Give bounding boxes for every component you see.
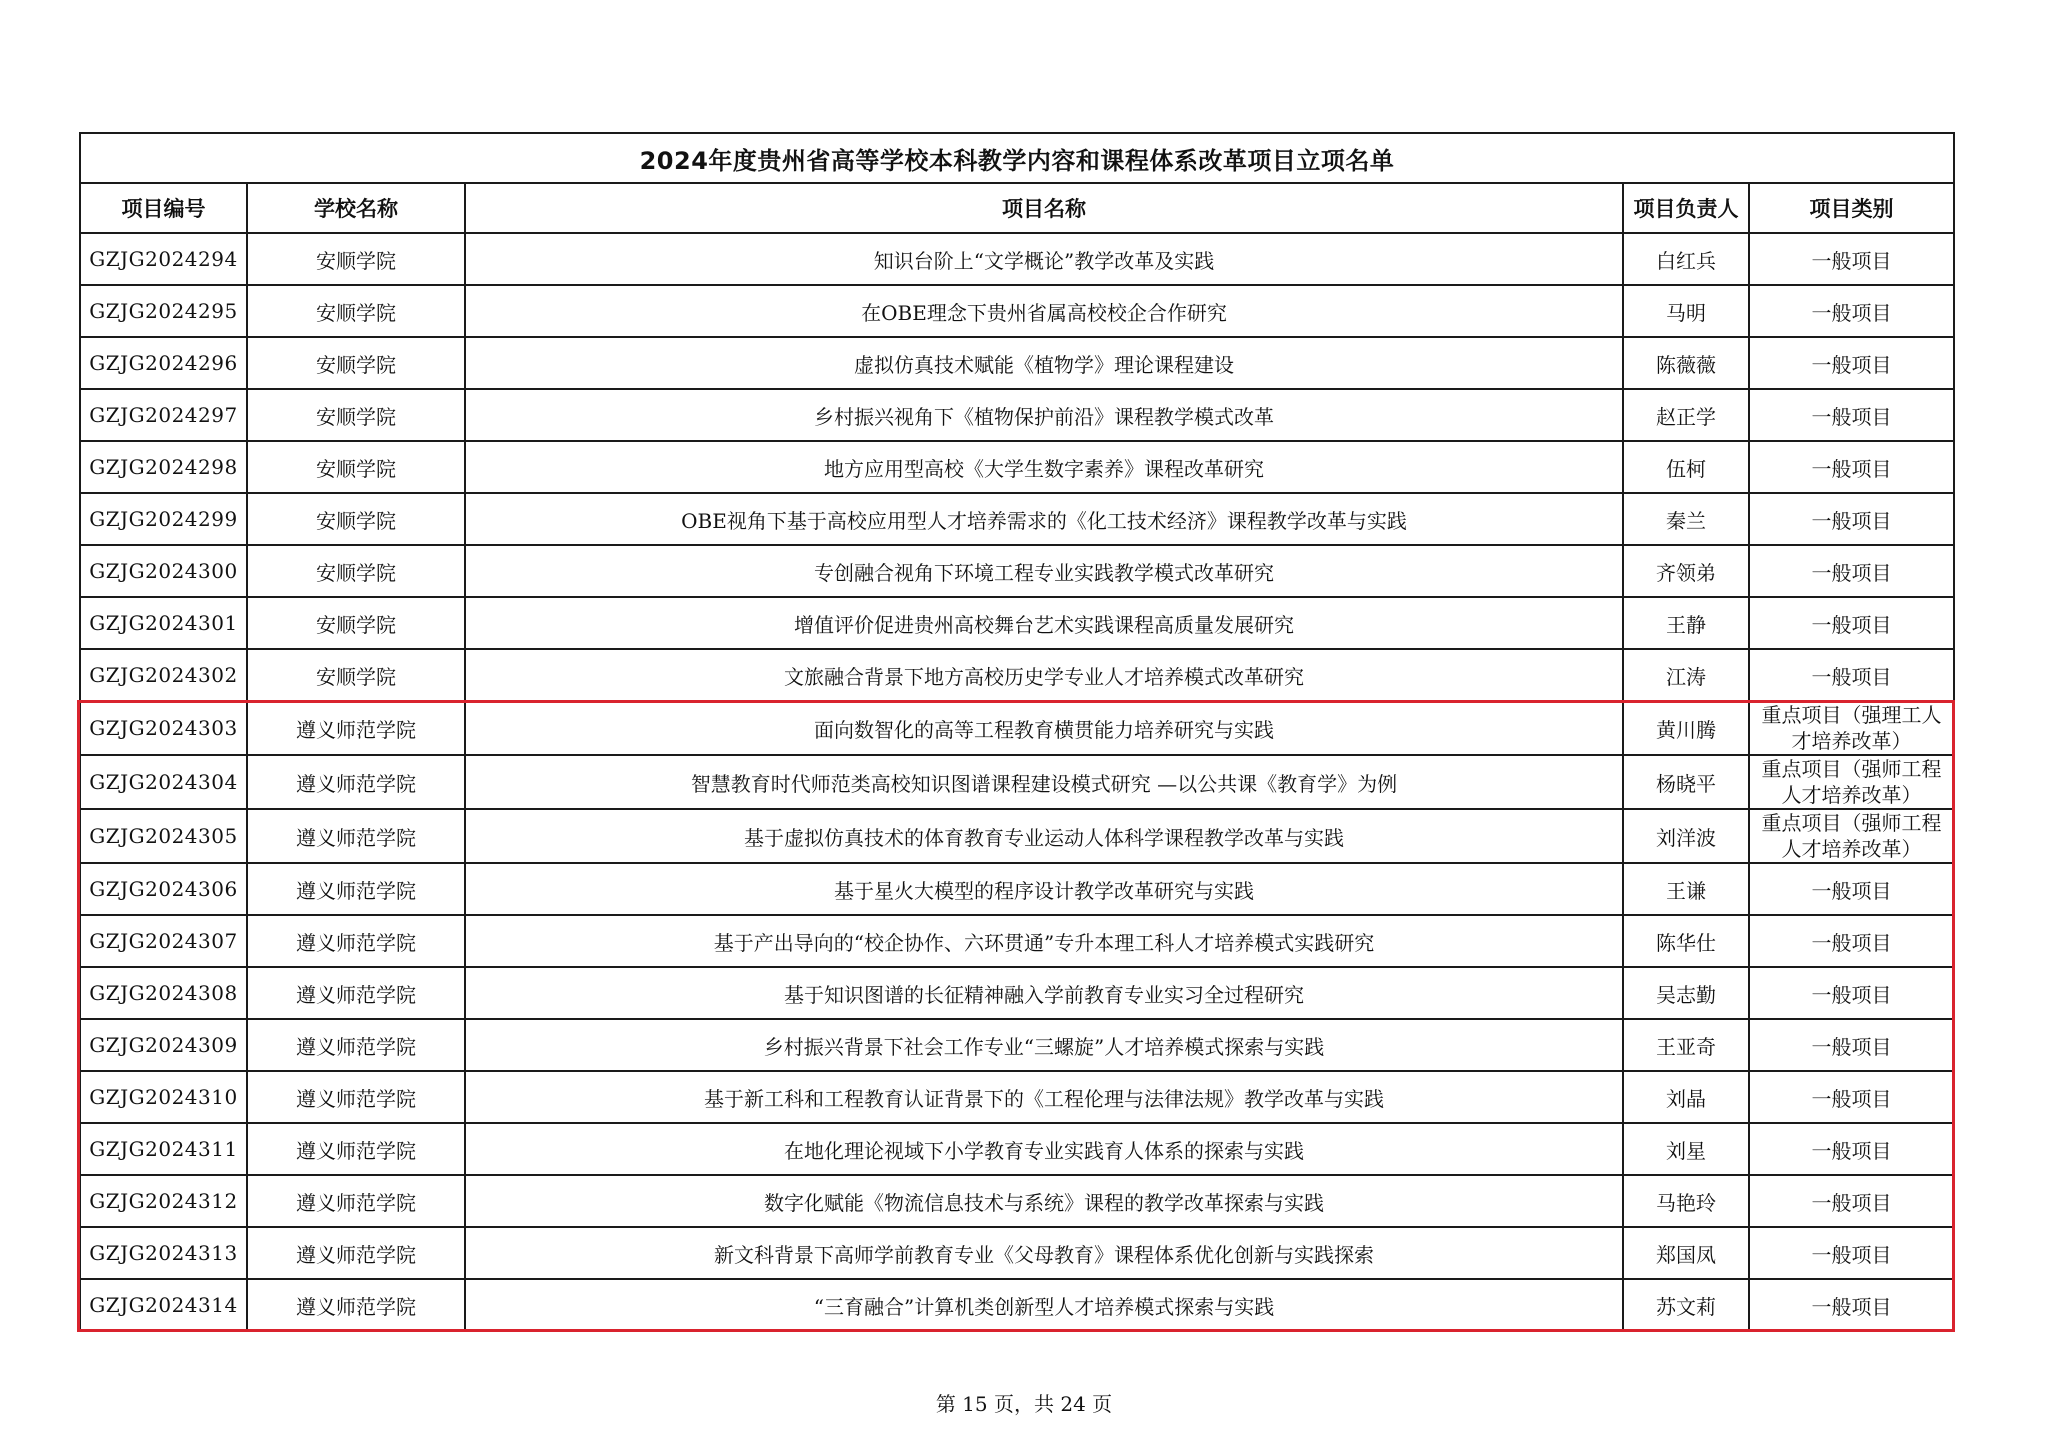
project-type-cell: 一般项目	[1749, 649, 1954, 701]
school-name-cell: 遵义师范学院	[247, 915, 465, 967]
school-name-cell: 安顺学院	[247, 337, 465, 389]
project-type-cell: 一般项目	[1749, 493, 1954, 545]
project-leader-cell: 赵正学	[1623, 389, 1749, 441]
school-name-cell: 安顺学院	[247, 493, 465, 545]
school-name-cell: 安顺学院	[247, 389, 465, 441]
school-name-cell: 安顺学院	[247, 441, 465, 493]
project-code-cell: GZJG2024299	[80, 493, 247, 545]
project-name-cell: 基于星火大模型的程序设计教学改革研究与实践	[465, 863, 1623, 915]
project-type-cell: 重点项目（强师工程人才培养改革）	[1749, 809, 1954, 863]
project-code-cell: GZJG2024298	[80, 441, 247, 493]
project-name-cell: 基于新工科和工程教育认证背景下的《工程伦理与法律法规》教学改革与实践	[465, 1071, 1623, 1123]
school-name-cell: 遵义师范学院	[247, 809, 465, 863]
project-leader-cell: 刘星	[1623, 1123, 1749, 1175]
title-row	[80, 133, 1954, 183]
school-name-cell: 遵义师范学院	[247, 1175, 465, 1227]
school-name-cell: 遵义师范学院	[247, 967, 465, 1019]
project-code-cell: GZJG2024307	[80, 915, 247, 967]
project-code-cell: GZJG2024302	[80, 649, 247, 701]
project-leader-cell: 刘晶	[1623, 1071, 1749, 1123]
school-name-cell: 遵义师范学院	[247, 1071, 465, 1123]
table-row	[80, 863, 1954, 915]
project-type-cell: 一般项目	[1749, 1123, 1954, 1175]
table-row	[80, 337, 1954, 389]
table-row	[80, 1175, 1954, 1227]
header-project-name: 项目名称	[465, 183, 1623, 233]
project-leader-cell: 刘洋波	[1623, 809, 1749, 863]
table-row	[80, 649, 1954, 701]
header-school-name: 学校名称	[247, 183, 465, 233]
project-leader-cell: 陈华仕	[1623, 915, 1749, 967]
project-list-table	[79, 132, 1955, 1332]
school-name-cell: 遵义师范学院	[247, 863, 465, 915]
project-code-cell: GZJG2024294	[80, 233, 247, 285]
project-type-cell: 一般项目	[1749, 1019, 1954, 1071]
project-code-cell: GZJG2024310	[80, 1071, 247, 1123]
project-leader-cell: 王静	[1623, 597, 1749, 649]
table-title: 2024年度贵州省高等学校本科教学内容和课程体系改革项目立项名单	[80, 133, 1954, 183]
project-leader-cell: 黄川腾	[1623, 701, 1749, 755]
table-row	[80, 1227, 1954, 1279]
table-row	[80, 701, 1954, 755]
project-code-cell: GZJG2024312	[80, 1175, 247, 1227]
project-code-cell: GZJG2024296	[80, 337, 247, 389]
school-name-cell: 遵义师范学院	[247, 755, 465, 809]
project-name-cell: 智慧教育时代师范类高校知识图谱课程建设模式研究 —以公共课《教育学》为例	[465, 755, 1623, 809]
project-code-cell: GZJG2024297	[80, 389, 247, 441]
project-code-cell: GZJG2024300	[80, 545, 247, 597]
project-leader-cell: 陈薇薇	[1623, 337, 1749, 389]
project-code-cell: GZJG2024301	[80, 597, 247, 649]
header-project-code: 项目编号	[80, 183, 247, 233]
table-row	[80, 545, 1954, 597]
project-leader-cell: 苏文莉	[1623, 1279, 1749, 1331]
project-type-cell: 重点项目（强理工人才培养改革）	[1749, 701, 1954, 755]
project-code-cell: GZJG2024306	[80, 863, 247, 915]
project-code-cell: GZJG2024311	[80, 1123, 247, 1175]
project-name-cell: 基于产出导向的“校企协作、六环贯通”专升本理工科人才培养模式实践研究	[465, 915, 1623, 967]
table-row	[80, 493, 1954, 545]
project-code-cell: GZJG2024295	[80, 285, 247, 337]
project-leader-cell: 吴志勤	[1623, 967, 1749, 1019]
project-name-cell: OBE视角下基于高校应用型人才培养需求的《化工技术经济》课程教学改革与实践	[465, 493, 1623, 545]
project-type-cell: 一般项目	[1749, 863, 1954, 915]
project-code-cell: GZJG2024304	[80, 755, 247, 809]
table-row	[80, 1123, 1954, 1175]
project-code-cell: GZJG2024303	[80, 701, 247, 755]
project-leader-cell: 秦兰	[1623, 493, 1749, 545]
school-name-cell: 安顺学院	[247, 545, 465, 597]
project-leader-cell: 王亚奇	[1623, 1019, 1749, 1071]
project-type-cell: 一般项目	[1749, 967, 1954, 1019]
project-leader-cell: 王谦	[1623, 863, 1749, 915]
header-project-leader: 项目负责人	[1623, 183, 1749, 233]
project-name-cell: 地方应用型高校《大学生数字素养》课程改革研究	[465, 441, 1623, 493]
page-number: 第 15 页，共 24 页	[935, 1392, 1113, 1416]
table-row	[80, 755, 1954, 809]
project-leader-cell: 杨晓平	[1623, 755, 1749, 809]
project-type-cell: 一般项目	[1749, 233, 1954, 285]
project-code-cell: GZJG2024308	[80, 967, 247, 1019]
table-row	[80, 1019, 1954, 1071]
table-row	[80, 1071, 1954, 1123]
school-name-cell: 遵义师范学院	[247, 1019, 465, 1071]
project-code-cell: GZJG2024309	[80, 1019, 247, 1071]
project-leader-cell: 江涛	[1623, 649, 1749, 701]
table-row	[80, 233, 1954, 285]
project-type-cell: 一般项目	[1749, 389, 1954, 441]
project-leader-cell: 白红兵	[1623, 233, 1749, 285]
project-name-cell: 文旅融合背景下地方高校历史学专业人才培养模式改革研究	[465, 649, 1623, 701]
project-type-cell: 一般项目	[1749, 285, 1954, 337]
table-body	[80, 233, 1954, 1331]
school-name-cell: 安顺学院	[247, 285, 465, 337]
project-type-cell: 一般项目	[1749, 1227, 1954, 1279]
project-type-cell: 一般项目	[1749, 1175, 1954, 1227]
project-name-cell: 数字化赋能《物流信息技术与系统》课程的教学改革探索与实践	[465, 1175, 1623, 1227]
table-row	[80, 389, 1954, 441]
project-leader-cell: 伍柯	[1623, 441, 1749, 493]
table-row	[80, 441, 1954, 493]
table-row	[80, 915, 1954, 967]
project-type-cell: 一般项目	[1749, 1279, 1954, 1331]
project-name-cell: “三育融合”计算机类创新型人才培养模式探索与实践	[465, 1279, 1623, 1331]
project-code-cell: GZJG2024314	[80, 1279, 247, 1331]
project-leader-cell: 郑国凤	[1623, 1227, 1749, 1279]
project-code-cell: GZJG2024305	[80, 809, 247, 863]
project-leader-cell: 马明	[1623, 285, 1749, 337]
table-row	[80, 809, 1954, 863]
school-name-cell: 遵义师范学院	[247, 1123, 465, 1175]
project-name-cell: 虚拟仿真技术赋能《植物学》理论课程建设	[465, 337, 1623, 389]
project-name-cell: 新文科背景下高师学前教育专业《父母教育》课程体系优化创新与实践探索	[465, 1227, 1623, 1279]
header-project-type: 项目类别	[1749, 183, 1954, 233]
table-row	[80, 967, 1954, 1019]
school-name-cell: 遵义师范学院	[247, 1279, 465, 1331]
project-name-cell: 知识台阶上“文学概论”教学改革及实践	[465, 233, 1623, 285]
school-name-cell: 安顺学院	[247, 649, 465, 701]
project-leader-cell: 齐领弟	[1623, 545, 1749, 597]
table-row	[80, 285, 1954, 337]
project-name-cell: 在地化理论视域下小学教育专业实践育人体系的探索与实践	[465, 1123, 1623, 1175]
header-row	[80, 183, 1954, 233]
project-name-cell: 乡村振兴背景下社会工作专业“三螺旋”人才培养模式探索与实践	[465, 1019, 1623, 1071]
school-name-cell: 安顺学院	[247, 597, 465, 649]
project-name-cell: 基于知识图谱的长征精神融入学前教育专业实习全过程研究	[465, 967, 1623, 1019]
project-type-cell: 一般项目	[1749, 597, 1954, 649]
project-type-cell: 一般项目	[1749, 915, 1954, 967]
project-name-cell: 基于虚拟仿真技术的体育教育专业运动人体科学课程教学改革与实践	[465, 809, 1623, 863]
project-type-cell: 一般项目	[1749, 545, 1954, 597]
project-name-cell: 专创融合视角下环境工程专业实践教学模式改革研究	[465, 545, 1623, 597]
project-type-cell: 一般项目	[1749, 337, 1954, 389]
school-name-cell: 安顺学院	[247, 233, 465, 285]
project-leader-cell: 马艳玲	[1623, 1175, 1749, 1227]
table-row	[80, 597, 1954, 649]
project-type-cell: 一般项目	[1749, 1071, 1954, 1123]
school-name-cell: 遵义师范学院	[247, 1227, 465, 1279]
table-row	[80, 1279, 1954, 1331]
project-name-cell: 增值评价促进贵州高校舞台艺术实践课程高质量发展研究	[465, 597, 1623, 649]
project-name-cell: 面向数智化的高等工程教育横贯能力培养研究与实践	[465, 701, 1623, 755]
school-name-cell: 遵义师范学院	[247, 701, 465, 755]
project-name-cell: 在OBE理念下贵州省属高校校企合作研究	[465, 285, 1623, 337]
project-name-cell: 乡村振兴视角下《植物保护前沿》课程教学模式改革	[465, 389, 1623, 441]
project-code-cell: GZJG2024313	[80, 1227, 247, 1279]
project-type-cell: 一般项目	[1749, 441, 1954, 493]
project-type-cell: 重点项目（强师工程人才培养改革）	[1749, 755, 1954, 809]
